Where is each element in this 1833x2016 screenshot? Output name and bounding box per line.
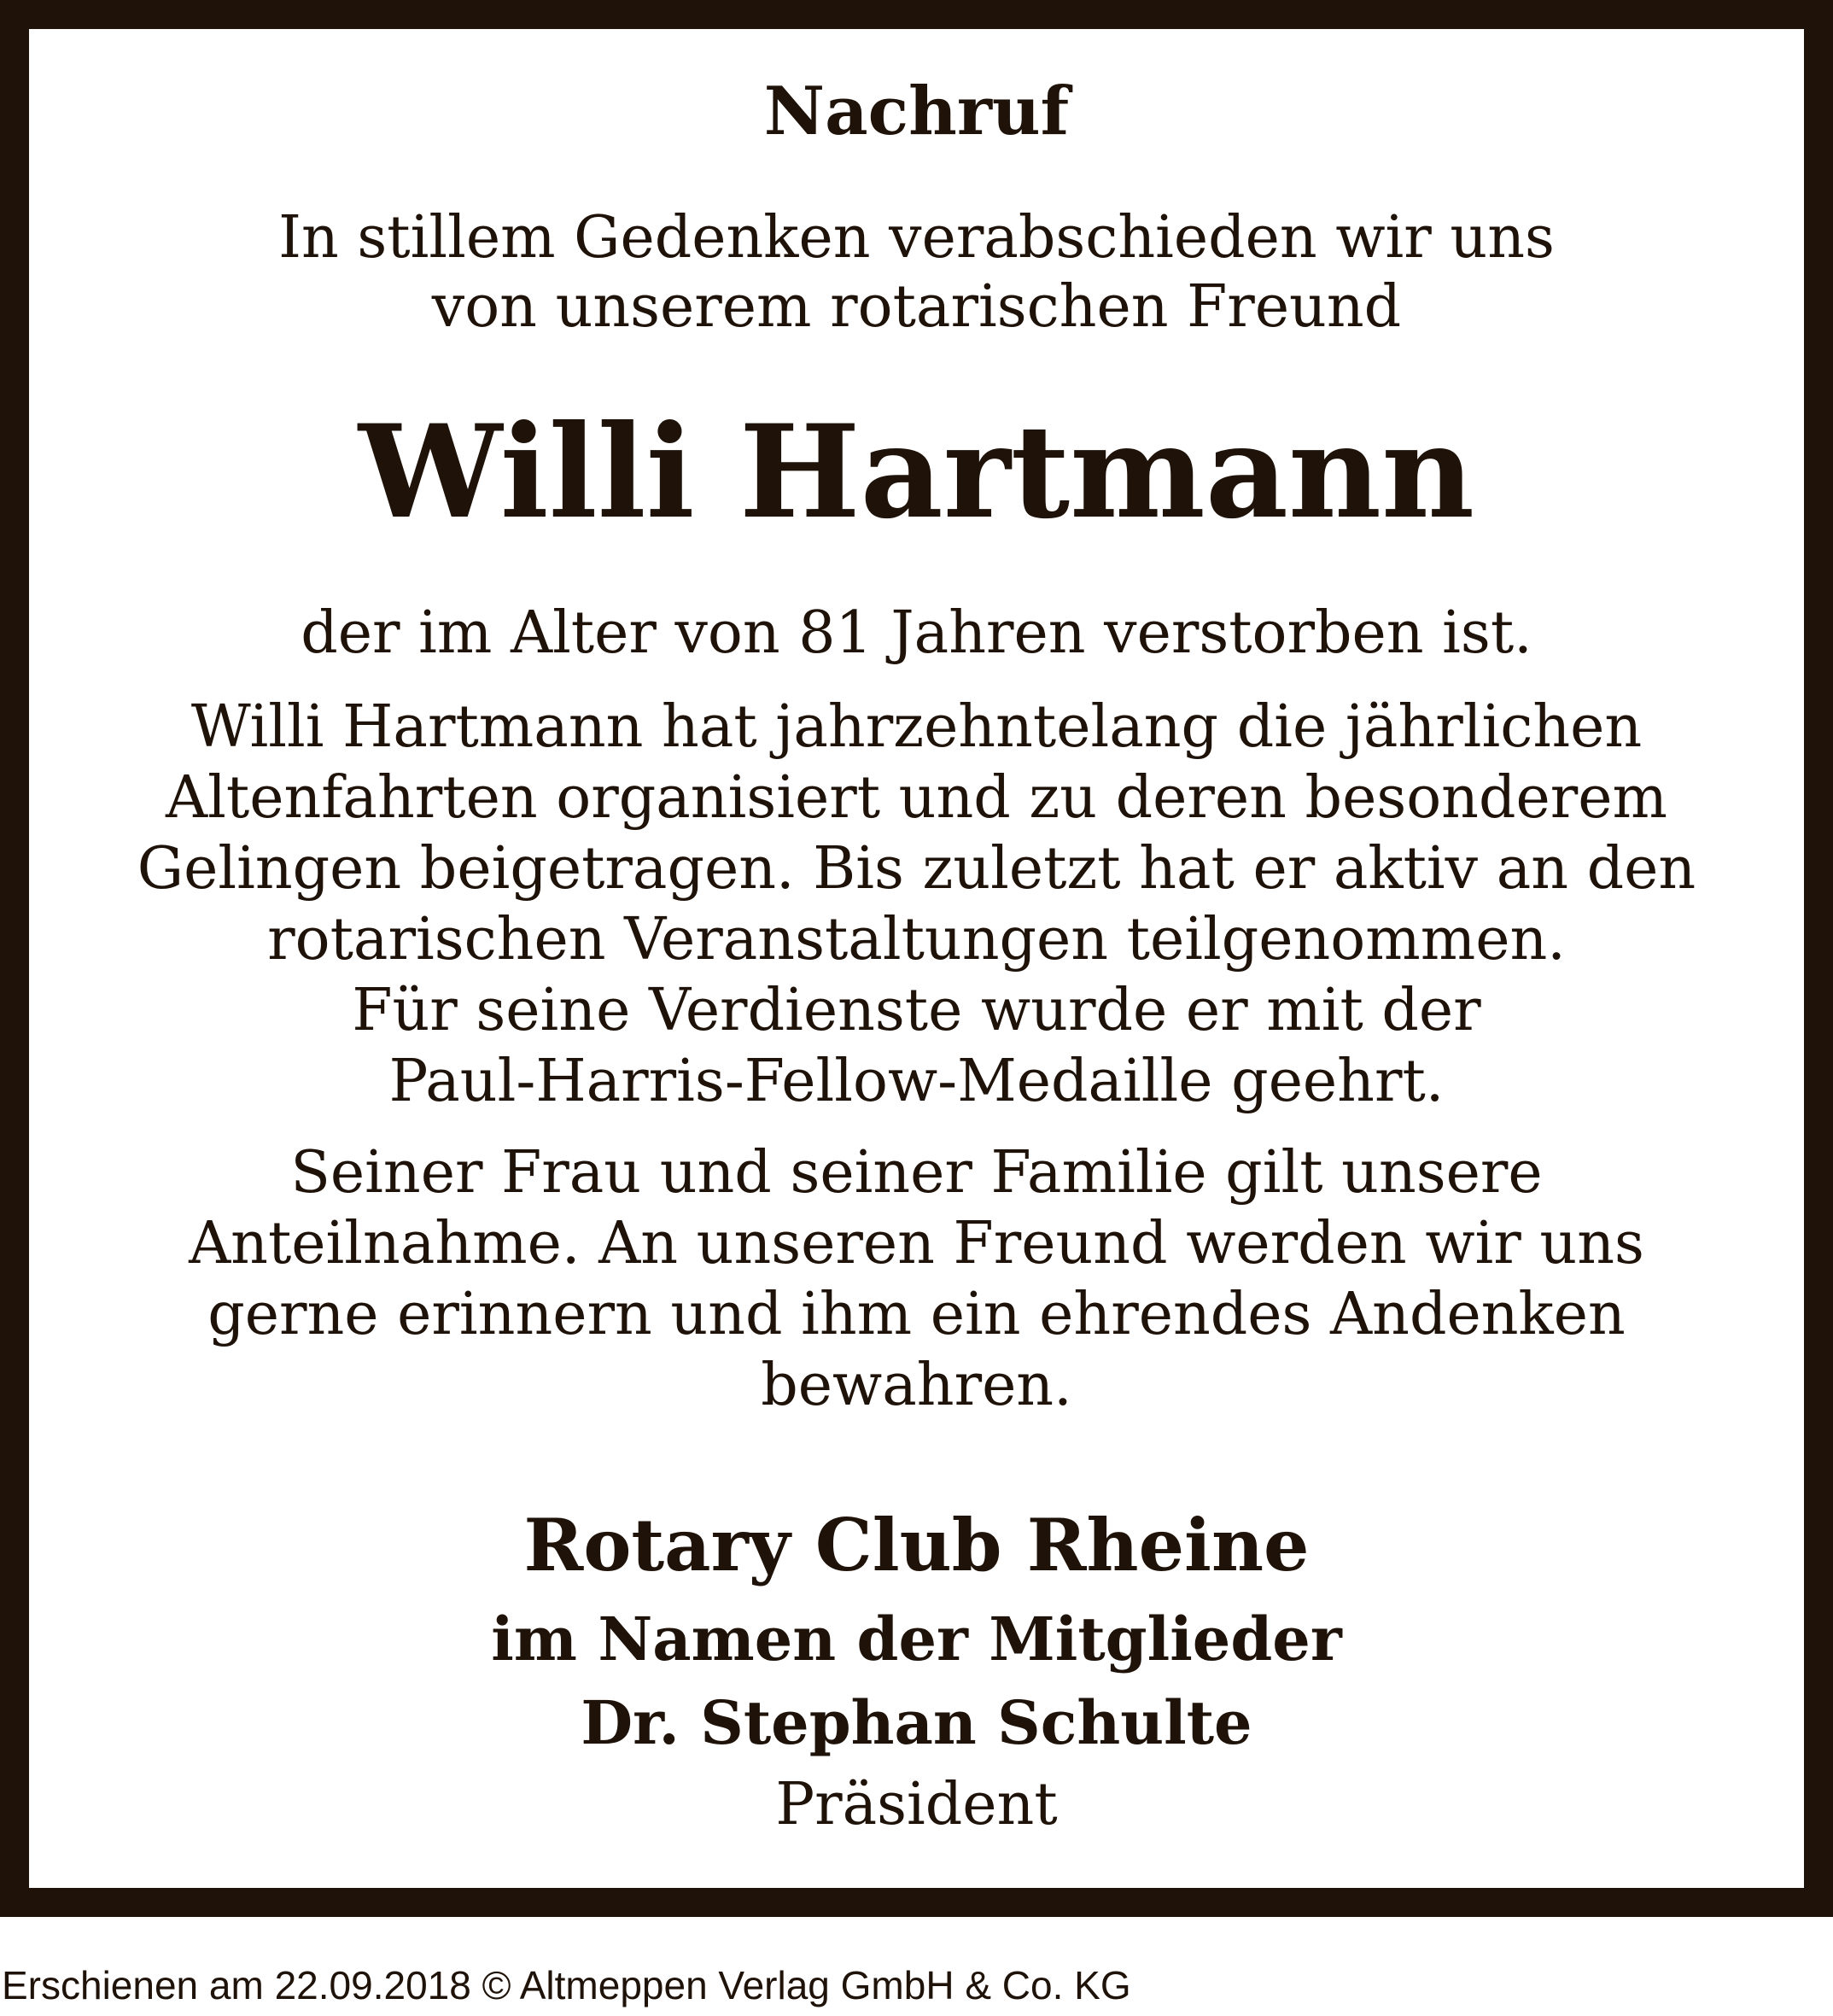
condolence-line: gerne erinnern und ihm ein ehrendes Andenken <box>207 1281 1626 1348</box>
condolence-line: Anteilnahme. An unseren Freund werden wir uns <box>189 1210 1644 1277</box>
tribute-line: Paul-Harris-Fellow-Medaille geehrt. <box>388 1048 1445 1115</box>
signature-organization: Rotary Club Rheine <box>523 1503 1310 1587</box>
tribute-line: rotarischen Veranstaltungen teilgenommen. <box>267 906 1566 973</box>
intro-line: von unserem rotarischen Freund <box>431 273 1402 341</box>
intro-line: In stillem Gedenken verabschieden wir uns <box>278 204 1555 272</box>
condolence-line: Seiner Frau und seiner Familie gilt unsere <box>290 1139 1543 1207</box>
signature-role: Präsident <box>775 1771 1058 1838</box>
notice-heading: Nachruf <box>763 73 1070 150</box>
deceased-name: Willi Hartmann <box>358 397 1475 547</box>
signature-signatory: Dr. Stephan Schulte <box>581 1687 1252 1758</box>
tribute-line: Altenfahrten organisiert und zu deren besonderem <box>166 764 1667 832</box>
condolence-line: bewahren. <box>761 1352 1072 1419</box>
tribute-line: Für seine Verdienste wurde er mit der <box>352 977 1481 1044</box>
tribute-line: Gelingen beigetragen. Bis zuletzt hat er aktiv an den <box>137 835 1696 903</box>
tribute-line: Willi Hartmann hat jahrzehntelang die jährlichen <box>190 693 1643 761</box>
publication-note: Erschienen am 22.09.2018 © Altmeppen Verlag GmbH & Co. KG <box>2 1963 1131 2007</box>
age-line: der im Alter von 81 Jahren verstorben ist. <box>301 599 1532 667</box>
signature-on-behalf: im Namen der Mitglieder <box>491 1604 1342 1674</box>
